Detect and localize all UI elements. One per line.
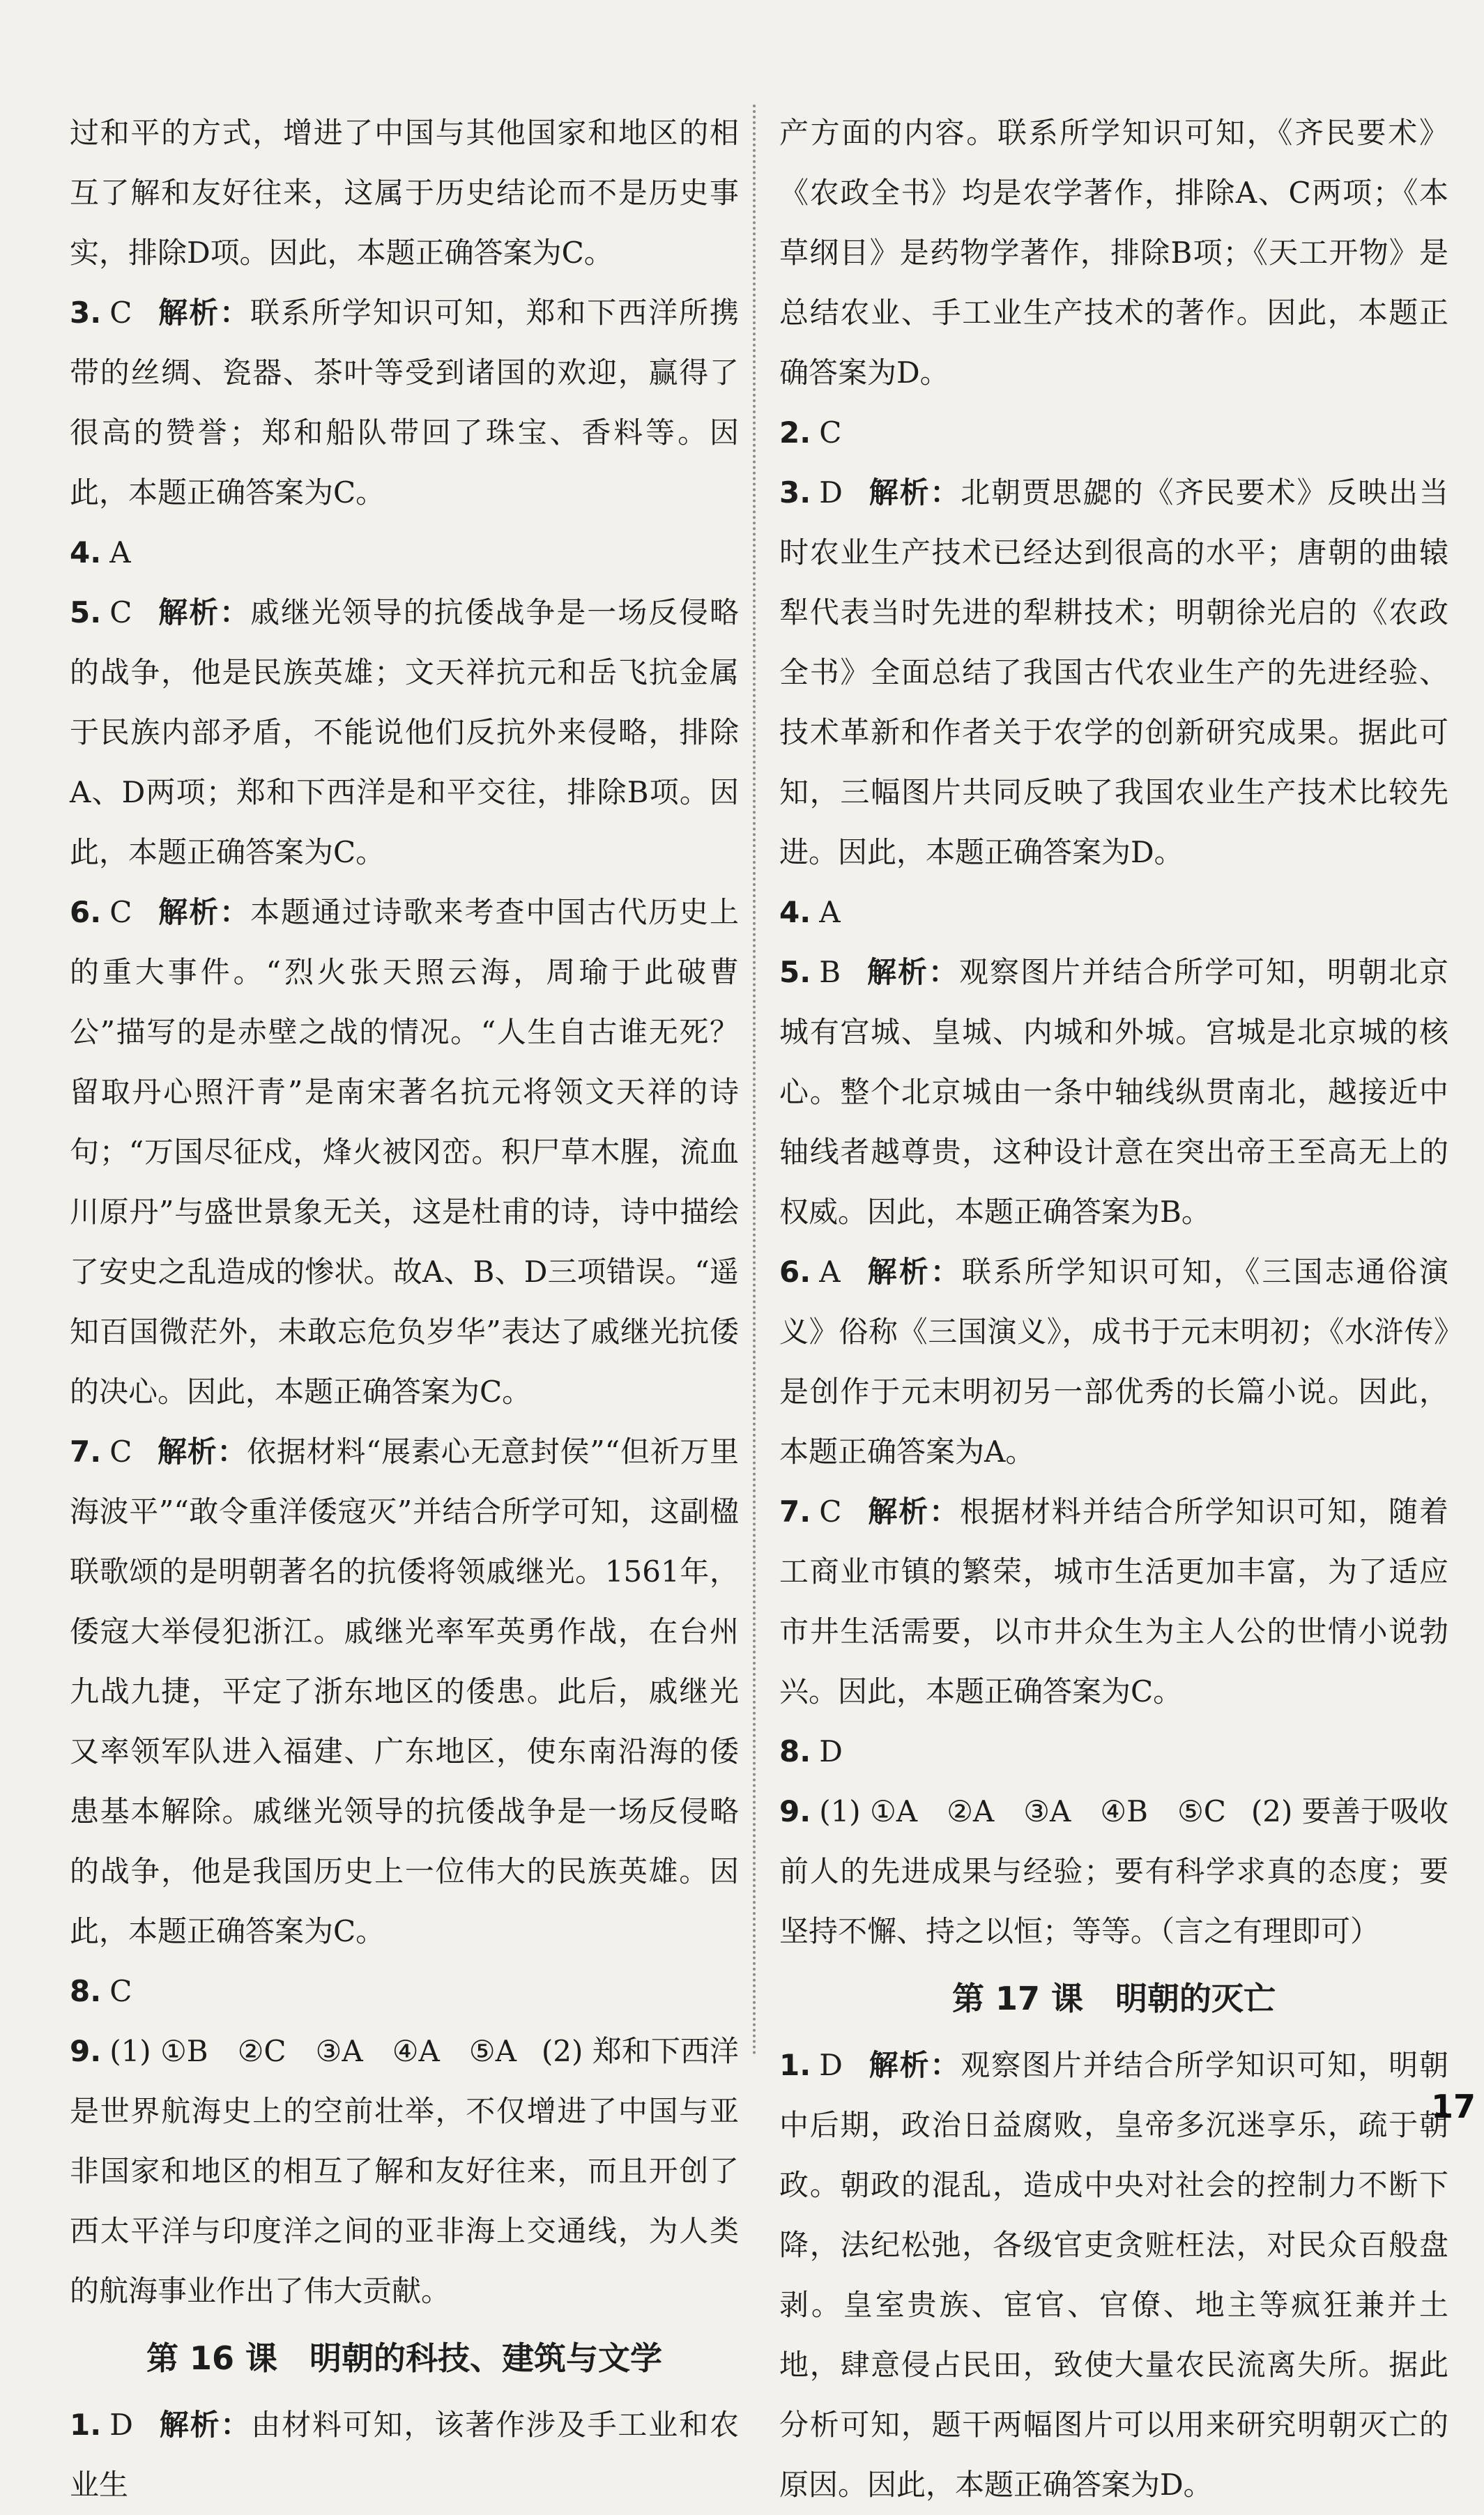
analysis-text: 根据材料并结合所学知识可知，随着工商业市镇的繁荣，城市生活更加丰富，为了适应市井生活需要，以市井众生为主人公的世情小说勃兴。因此，本题正确答案为C。 [779,1495,1448,1708]
analysis-label: 解析： [158,2408,252,2442]
question-number: 4. [70,535,102,569]
answer-choice: C [109,895,132,929]
analysis-text: 观察图片并结合所学可知，明朝北京城有宫城、皇城、内城和外城。宫城是北京城的核心。整个北京城由一条中轴线纵贯南北，越接近中轴线者越尊贵，这种设计意在突出帝王至高无上的权威。因此，本题正确答案为B。 [779,955,1448,1229]
question-number: 4. [779,895,811,929]
answer-item [70,2021,739,2321]
analysis-text: 联系所学知识可知，《三国志通俗演义》俗称《三国演义》，成书于元末明初；《水浒传》是创作于元末明初另一部优秀的长篇小说。因此，本题正确答案为A。 [779,1255,1448,1469]
right-intro: 产方面的内容。联系所学知识可知，《齐民要术》《农政全书》均是农学著作，排除A、C两项；《本草纲目》是药物学著作，排除B项；《天工开物》是总结农业、手工业生产技术的著作。因此，本题正确答案为D。 [779,116,1448,390]
question-number: 8. [779,1734,811,1768]
answer-item [779,882,1448,942]
answer-choice: C [109,1435,132,1469]
left-items [70,283,739,2321]
answer-choice: C [109,296,132,330]
answer-item [70,882,739,1422]
analysis-text: 本题通过诗歌来考查中国古代历史上的重大事件。“烈火张天照云海，周瑜于此破曹公”描写的是赤壁之战的情况。“人生自古谁无死？留取丹心照汗青”是南宋著名抗元将领文天祥的诗句；“万国尽征戍，烽火被冈峦。积尸草木腥，流血川原丹”与盛世景象无关，这是杜甫的诗，诗中描绘了安史之乱造成的惨状。故A、B、D三项错误。“遥知百国微茫外，未敢忘危负岁华”表达了戚继光抗倭的决心。因此，本题正确答案为C。 [70,895,739,1409]
question-number: 9. [70,2034,102,2068]
answer-choice: C [819,415,842,450]
lesson-16-heading: 第 16 课 明朝的科技、建筑与文学 [146,2339,663,2377]
answer-choice: D [819,475,843,510]
analysis-label: 解析： [157,595,251,629]
right-column [779,103,1448,2515]
question-number: 6. [779,1255,811,1289]
answer-item [70,1962,739,2021]
analysis-label: 解析： [157,1435,247,1469]
analysis-label: 解析： [157,895,251,929]
answer-choice: (1) ①B ②C ③A ④A ⑤A [109,2034,517,2068]
answer-choice: (1) ①A ②A ③A ④B ⑤C [819,1794,1226,1828]
answer-item [779,942,1448,1242]
answer-choice: A [819,1255,841,1289]
answer-item [70,2395,739,2515]
answer-item [779,403,1448,463]
answer-choice: D [819,2048,843,2082]
question-number: 7. [779,1495,811,1529]
left-intro: 过和平的方式，增进了中国与其他国家和地区的相互了解和友好往来，这属于历史结论而不是历史事实，排除D项。因此，本题正确答案为C。 [70,116,739,270]
analysis-text: 联系所学知识可知，郑和下西洋所携带的丝绸、瓷器、茶叶等受到诸国的欢迎，赢得了很高的赞誉；郑和船队带回了珠宝、香料等。因此，本题正确答案为C。 [70,296,739,510]
answer-item [70,1422,739,1962]
question-number: 9. [779,1794,811,1828]
analysis-label: 解析： [157,296,251,330]
analysis-text: 观察图片并结合所学知识可知，明朝中后期，政治日益腐败，皇帝多沉迷享乐，疏于朝政。朝政的混乱，造成中央对社会的控制力不断下降，法纪松弛，各级官吏贪赃枉法，对民众百般盘剥。皇室贵族、宦官、官僚、地主等疯狂兼并土地，肆意侵占民田，致使大量农民流离失所。据此分析可知，题干两幅图片可以用来研究明朝灭亡的原因。因此，本题正确答案为D。 [779,2048,1448,2502]
right-items [779,403,1448,1962]
answer-item [779,1482,1448,1722]
question-number: 5. [779,955,811,989]
answer-item [779,1722,1448,1782]
question-number: 7. [70,1435,102,1469]
answer-item [70,583,739,882]
analysis-label: 解析： [865,1255,963,1289]
answer-item [779,463,1448,882]
lesson-17-heading: 第 17 课 明朝的灭亡 [951,1980,1276,2017]
answer-choice: D [109,2408,133,2442]
answer-choice: A [819,895,841,929]
answer-item [779,1242,1448,1482]
question-number: 8. [70,1974,102,2008]
column-divider [753,105,756,2056]
analysis-label: 解析： [867,2048,961,2082]
question-number: 2. [779,415,811,450]
answer-item [779,2035,1448,2515]
analysis-text: 依据材料“展素心无意封侯”“但祈万里海波平”“敢令重洋倭寇灭”并结合所学可知，这副楹联歌颂的是明朝著名的抗倭将领戚继光。1561年，倭寇大举侵犯浙江。戚继光率军英勇作战，在台州九战九捷，平定了浙东地区的倭患。此后，戚继光又率领军队进入福建、广东地区，使东南沿海的倭患基本解除。戚继光领导的抗倭战争是一场反侵略的战争，他是我国历史上一位伟大的民族英雄。因此，本题正确答案为C。 [70,1435,739,1948]
analysis-text: 由材料可知，该著作涉及手工业和农业生 [70,2408,739,2502]
analysis-label: 解析： [867,475,961,510]
page-number: 17 [1430,2088,1476,2125]
question-number: 3. [70,296,102,330]
analysis-text: (2) 要善于吸收前人的先进成果与经验；要有科学求真的态度；要坚持不懈、持之以恒；等等。（言之有理即可） [779,1794,1448,1948]
analysis-text: 戚继光领导的抗倭战争是一场反侵略的战争，他是民族英雄；文天祥抗元和岳飞抗金属于民族内部矛盾，不能说他们反抗外来侵略，排除A、D两项；郑和下西洋是和平交往，排除B项。因此，本题正确答案为C。 [70,595,739,869]
answer-item [70,283,739,523]
analysis-label: 解析： [866,1495,961,1529]
question-number: 1. [779,2048,811,2082]
answer-choice: C [109,1974,132,2008]
analysis-label: 解析： [866,955,960,989]
answer-item [779,1782,1448,1962]
answer-choice: C [109,595,132,629]
answer-item [70,523,739,583]
answer-choice: B [819,955,841,989]
analysis-text: (2) 郑和下西洋是世界航海史上的空前壮举，不仅增进了中国与亚非国家和地区的相互了解和友好往来，而且开创了西太平洋与印度洋之间的亚非海上交通线，为人类的航海事业作出了伟大贡献。 [70,2034,739,2308]
question-number: 6. [70,895,102,929]
question-number: 1. [70,2408,102,2442]
answer-choice: D [819,1734,843,1768]
question-number: 3. [779,475,811,510]
question-number: 5. [70,595,102,629]
lesson-16-items [70,2395,739,2515]
answer-choice: C [819,1495,842,1529]
answer-choice: A [109,535,131,569]
left-column [70,103,739,2515]
lesson-17-items [779,2035,1448,2515]
analysis-text: 北朝贾思勰的《齐民要术》反映出当时农业生产技术已经达到很高的水平；唐朝的曲辕犁代表当时先进的犁耕技术；明朝徐光启的《农政全书》全面总结了我国古代农业生产的先进经验、技术革新和作者关于农学的创新研究成果。据此可知，三幅图片共同反映了我国农业生产技术比较先进。因此，本题正确答案为D。 [779,475,1448,869]
